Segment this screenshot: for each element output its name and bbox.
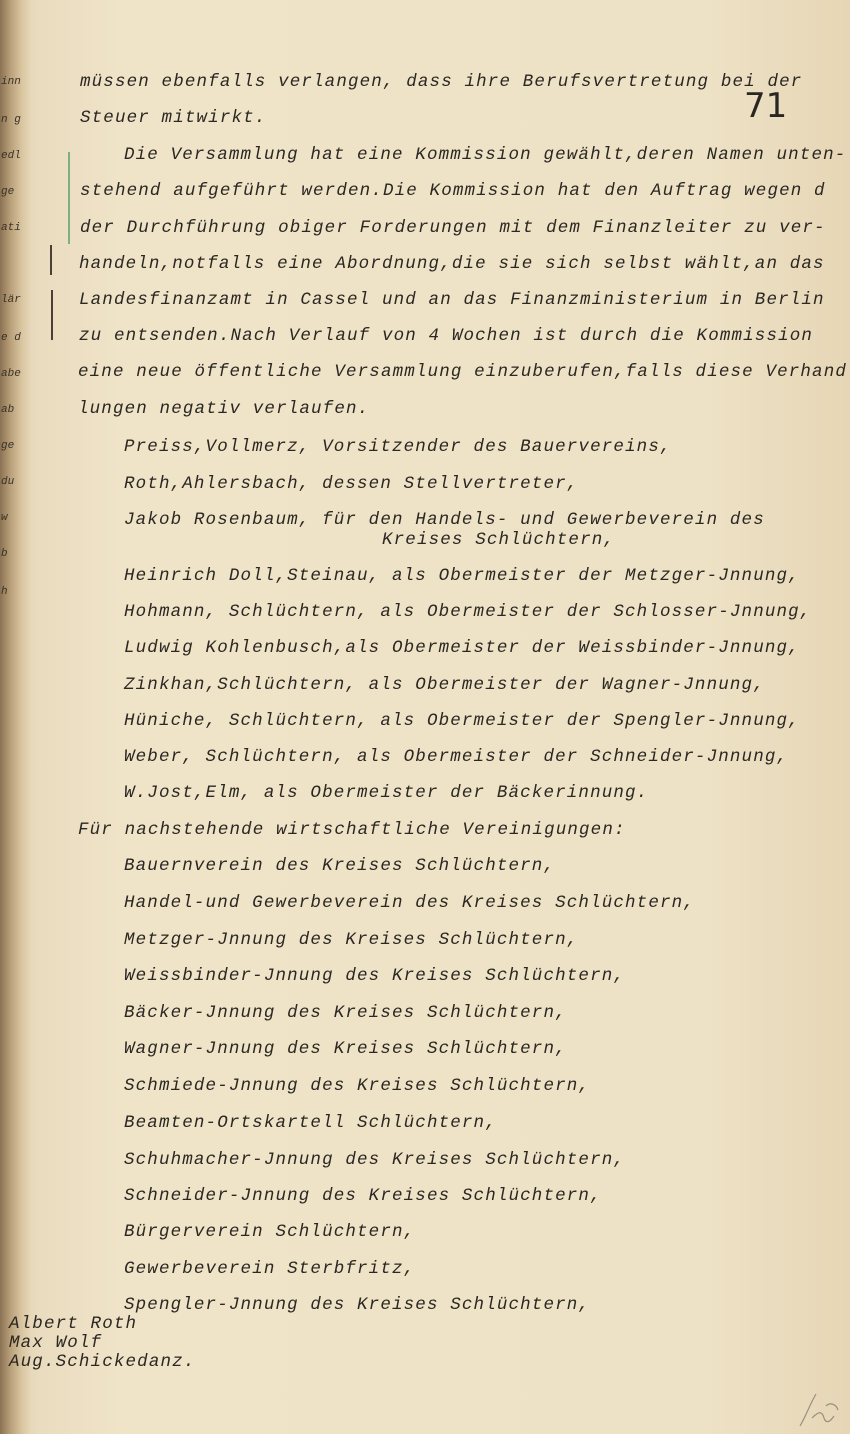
binding-fragment: e d <box>1 332 21 344</box>
text-line: müssen ebenfalls verlangen, dass ihre Berufsvertretung bei der <box>80 72 803 92</box>
green-pencil-mark <box>68 152 70 244</box>
text-line: Hüniche, Schlüchtern, als Obermeister der Spengler-Jnnung, <box>124 711 800 731</box>
text-line: Handel-und Gewerbeverein des Kreises Schlüchtern, <box>124 893 695 913</box>
binding-fragment: edl <box>1 150 21 162</box>
binding-fragment: lär <box>1 294 21 306</box>
text-line: Schuhmacher-Jnnung des Kreises Schlüchtern, <box>124 1150 626 1170</box>
text-line: Heinrich Doll,Steinau, als Obermeister der Metzger-Jnnung, <box>124 566 800 586</box>
binding-fragment: ab <box>1 404 15 416</box>
text-line: Ludwig Kohlenbusch,als Obermeister der Weissbinder-Jnnung, <box>124 638 800 658</box>
margin-ink-mark <box>51 290 53 340</box>
text-line: handeln,notfalls eine Abordnung,die sie sich selbst wählt,an das <box>79 254 825 274</box>
text-line: Steuer mitwirkt. <box>80 108 267 128</box>
page-binding-edge <box>0 0 30 1434</box>
text-line: Roth,Ahlersbach, dessen Stellvertreter, <box>124 474 579 494</box>
binding-fragment: ge <box>1 440 15 452</box>
binding-fragment: du <box>1 476 15 488</box>
page-number: 71 <box>744 86 788 126</box>
text-line: Die Versammlung hat eine Kommission gewählt,deren Namen unten- <box>124 145 847 165</box>
text-line: Kreises Schlüchtern, <box>382 530 616 550</box>
signature-name: Aug.Schickedanz. <box>9 1352 196 1372</box>
text-line: der Durchführung obiger Forderungen mit dem Finanzleiter zu ver- <box>80 218 826 238</box>
text-line: Zinkhan,Schlüchtern, als Obermeister der Wagner-Jnnung, <box>124 675 765 695</box>
text-line: Weissbinder-Jnnung des Kreises Schlüchtern, <box>124 966 626 986</box>
text-line: Hohmann, Schlüchtern, als Obermeister der Schlosser-Jnnung, <box>124 602 812 622</box>
binding-fragment: n g <box>1 114 21 126</box>
text-line: Jakob Rosenbaum, für den Handels- und Gewerbeverein des <box>124 510 765 530</box>
signature-name: Max Wolf <box>9 1333 103 1353</box>
text-line: Wagner-Jnnung des Kreises Schlüchtern, <box>124 1039 567 1059</box>
binding-fragment: h <box>1 586 8 598</box>
text-line: Metzger-Jnnung des Kreises Schlüchtern, <box>124 930 579 950</box>
text-line: Landesfinanzamt in Cassel und an das Finanzministerium in Berlin <box>79 290 825 310</box>
text-line: W.Jost,Elm, als Obermeister der Bäckerinnung. <box>124 783 649 803</box>
text-line: Preiss,Vollmerz, Vorsitzender des Bauervereins, <box>124 437 672 457</box>
text-line: Beamten-Ortskartell Schlüchtern, <box>124 1113 497 1133</box>
binding-fragment: ge <box>1 186 15 198</box>
text-line: Bäcker-Jnnung des Kreises Schlüchtern, <box>124 1003 567 1023</box>
margin-ink-mark <box>50 245 52 275</box>
text-line: Für nachstehende wirtschaftliche Vereinigungen: <box>78 820 626 840</box>
text-line: stehend aufgeführt werden.Die Kommission hat den Auftrag wegen d <box>80 181 826 201</box>
text-line: Bauernverein des Kreises Schlüchtern, <box>124 856 556 876</box>
binding-fragment: w <box>1 512 8 524</box>
text-line: Bürgerverein Schlüchtern, <box>124 1222 416 1242</box>
binding-fragment: inn <box>1 76 21 88</box>
binding-fragment: b <box>1 548 8 560</box>
binding-fragment: ati <box>1 222 21 234</box>
text-line: Weber, Schlüchtern, als Obermeister der Schneider-Jnnung, <box>124 747 789 767</box>
signature-name: Albert Roth <box>9 1314 138 1334</box>
pencil-initial-scribble <box>796 1388 842 1430</box>
text-line: zu entsenden.Nach Verlauf von 4 Wochen ist durch die Kommission <box>79 326 814 346</box>
text-line: Gewerbeverein Sterbfritz, <box>124 1259 416 1279</box>
text-line: Spengler-Jnnung des Kreises Schlüchtern, <box>124 1295 591 1315</box>
text-line: lungen negativ verlaufen. <box>78 399 370 419</box>
text-line: Schneider-Jnnung des Kreises Schlüchtern, <box>124 1186 602 1206</box>
binding-fragment: abe <box>1 368 21 380</box>
text-line: eine neue öffentliche Versammlung einzuberufen,falls diese Verhand <box>78 362 848 382</box>
text-line: Schmiede-Jnnung des Kreises Schlüchtern, <box>124 1076 591 1096</box>
